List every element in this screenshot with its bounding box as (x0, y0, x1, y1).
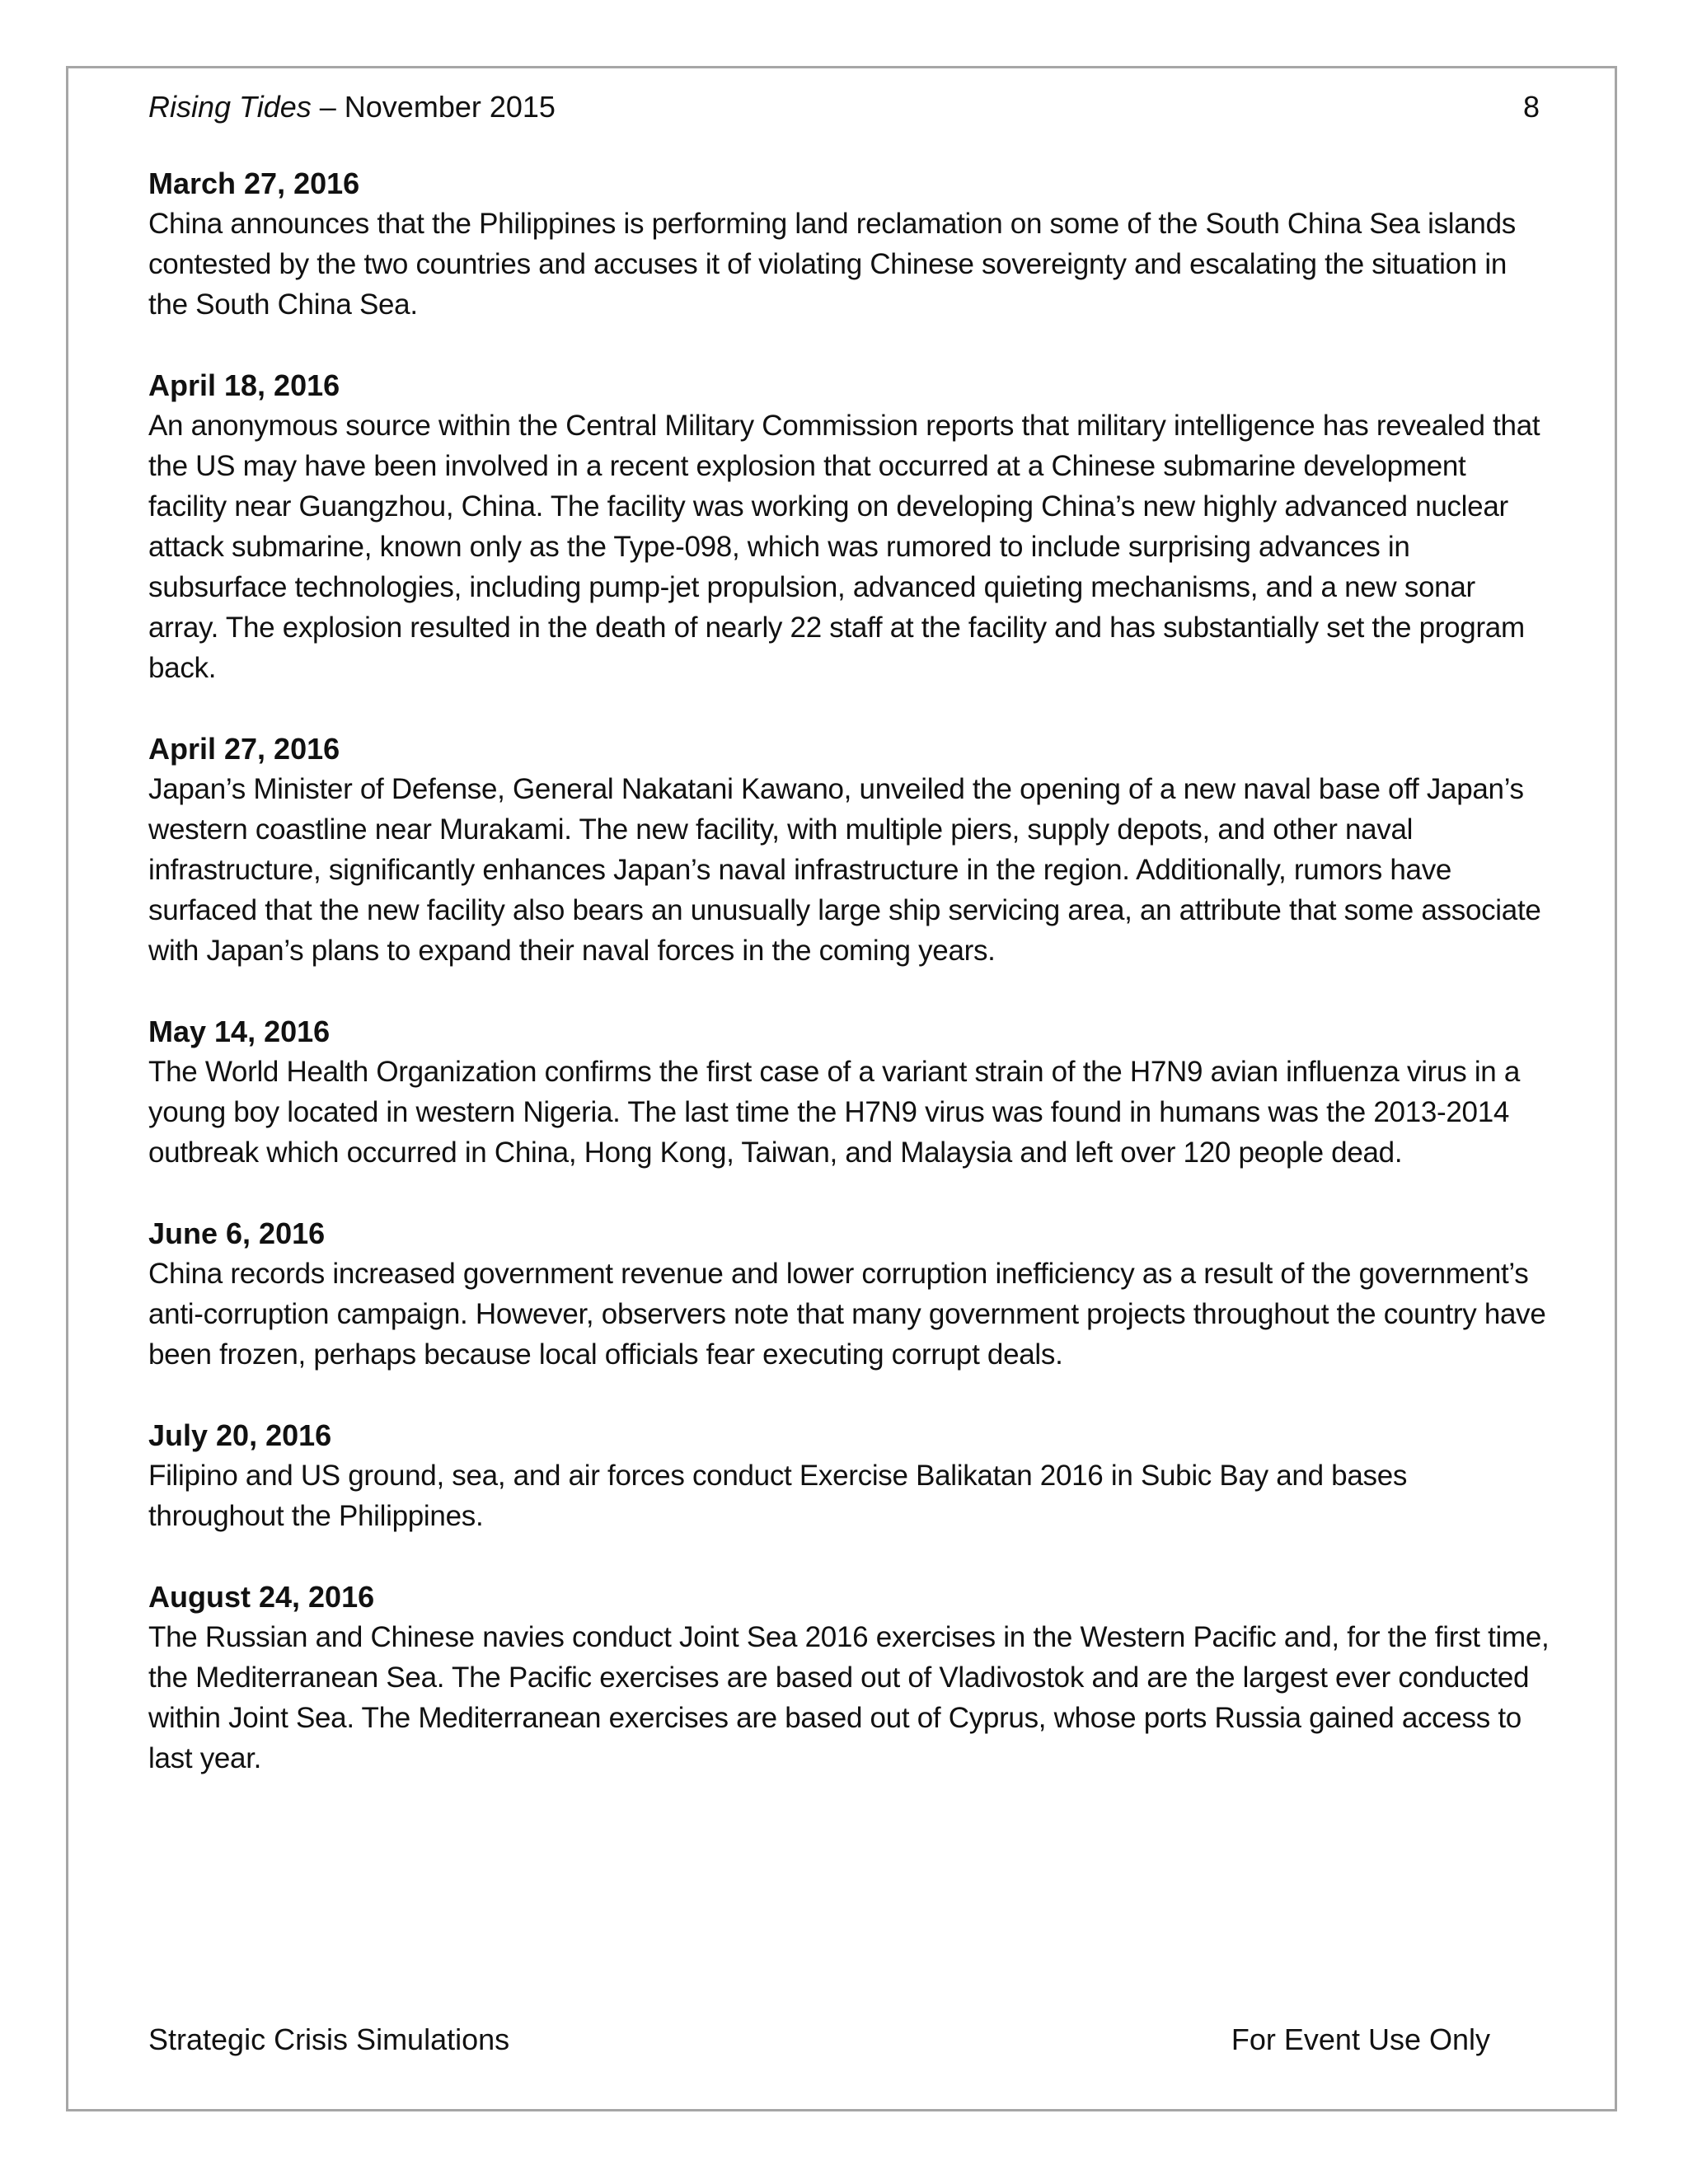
document-title: Rising Tides (148, 90, 312, 124)
entry-text: Filipino and US ground, sea, and air forces conduct Exercise Balikatan 2016 in Subic Bay and bases throughout the Philippines. (148, 1460, 1408, 1532)
timeline-entry (148, 1011, 1550, 1173)
footer-organization: Strategic Crisis Simulations (148, 2022, 510, 2056)
timeline-entry (148, 163, 1550, 325)
entry-text: China announces that the Philippines is performing land reclamation on some of the South China Sea islands contested by the two countries and accuses it of violating Chinese sovereignty and escalating the situation in the South China Sea. (148, 208, 1516, 321)
timeline-entry (148, 1577, 1550, 1779)
footer-notice: For Event Use Only (1231, 2022, 1490, 2056)
entry-text: An anonymous source within the Central Military Commission reports that military intelligence has revealed that the US may have been involved in a recent explosion that occurred at a Chinese submarine development facility near Guangzhou, China. The facility was working on developing China’s new highly advanced nuclear attack submarine, known only as the Type-098, which was rumored to include surprising advances in subsurface technologies, including pump-jet propulsion, advanced quieting mechanisms, and a new sonar array. The explosion resulted in the death of nearly 22 staff at the facility and has substantially set the program back. (148, 410, 1540, 684)
page-number: 8 (1522, 90, 1540, 124)
entry-text: China records increased government revenue and lower corruption inefficiency as a result of the government’s anti-corruption campaign. However, observers note that many government projects throughout the country have been frozen, perhaps because local officials fear executing corrupt deals. (148, 1258, 1546, 1371)
entry-date: July 20, 2016 (148, 1418, 332, 1452)
timeline-entry (148, 1415, 1550, 1536)
entry-date: March 27, 2016 (148, 166, 360, 200)
document-date: – November 2015 (311, 90, 556, 124)
entry-date: April 18, 2016 (148, 368, 340, 402)
entry-text: The Russian and Chinese navies conduct Joint Sea 2016 exercises in the Western Pacific and, for the first time, the Mediterranean Sea. The Pacific exercises are based out of Vladivostok and are the largest ever conducted within Joint Sea. The Mediterranean exercises are based out of Cyprus, whose ports Russia gained access to last year. (148, 1621, 1550, 1774)
entry-text: The World Health Organization confirms the first case of a variant strain of the H7N9 avian influenza virus in a young boy located in western Nigeria. The last time the H7N9 virus was found in humans was the 2013-2014 outbreak which occurred in China, Hong Kong, Taiwan, and Malaysia and left over 120 people dead. (148, 1056, 1521, 1169)
entry-text: Japan’s Minister of Defense, General Nakatani Kawano, unveiled the opening of a new naval base off Japan’s western coastline near Murakami. The new facility, with multiple piers, supply depots, and other naval infrastructure, significantly enhances Japan’s naval infrastructure in the region. Additionally, rumors have surfaced that the new facility also bears an unusually large ship servicing area, an attribute that some associate with Japan’s plans to expand their naval forces in the coming years. (148, 773, 1541, 967)
entry-date: April 27, 2016 (148, 732, 340, 766)
timeline-entry (148, 365, 1550, 688)
timeline-entry (148, 729, 1550, 971)
entry-date: August 24, 2016 (148, 1580, 375, 1614)
timeline-entry (148, 1213, 1550, 1375)
timeline-content (148, 163, 1550, 1819)
entry-date: May 14, 2016 (148, 1015, 331, 1048)
page-footer (148, 2019, 1490, 2060)
entry-date: June 6, 2016 (148, 1216, 326, 1250)
page-header (148, 87, 1540, 128)
